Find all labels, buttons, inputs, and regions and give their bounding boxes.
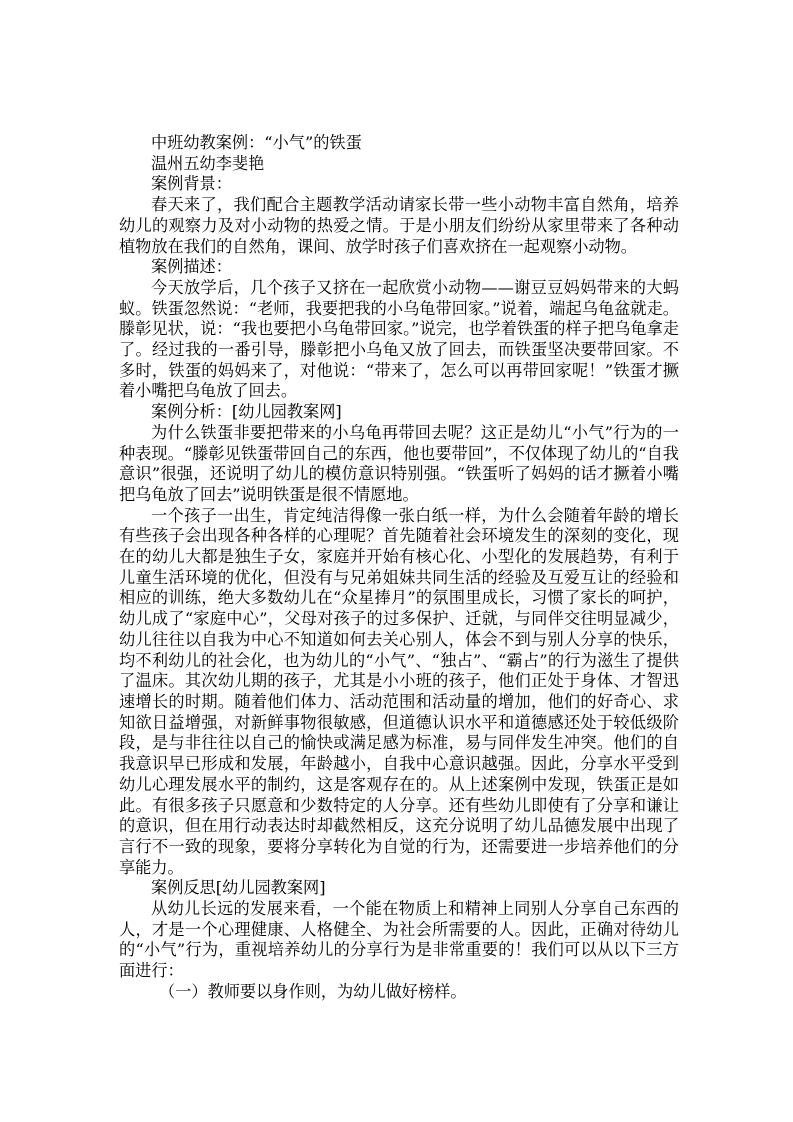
analysis-paragraph-1: 为什么铁蛋非要把带来的小乌龟再带回去呢？这正是幼儿“小气”行为的一种表现。“滕彰见铁蛋带回自己的东西，他也要带回”，不仅体现了幼儿的“自我意识”很强，还说明了幼儿的模仿意识特别强。“铁蛋听了妈妈的话才撅着小嘴把乌龟放了回去”说明铁蛋是很不情愿地。 bbox=[119, 422, 679, 504]
description-paragraph: 今天放学后，几个孩子又挤在一起欣赏小动物——谢豆豆妈妈带来的大蚂蚁。铁蛋忽然说：“老师，我要把我的小乌龟带回家。”说着，端起乌龟盆就走。滕彰见状，说：“我也要把小乌龟带回家。”说完，也学着铁蛋的样子把乌龟拿走了。经过我的一番引导，滕彰把小乌龟又放了回去，而铁蛋坚决要带回家。不多时，铁蛋的妈妈来了，对他说：“带来了，怎么可以再带回家呢！”铁蛋才撅着小嘴把乌龟放了回去。 bbox=[119, 277, 679, 401]
document-body bbox=[119, 133, 679, 1003]
reflection-paragraph: 从幼儿长远的发展来看，一个能在物质上和精神上同别人分享自己东西的人，才是一个心理健康、人格健全、为社会所需要的人。因此，正确对待幼儿的“小气”行为，重视培养幼儿的分享行为是非常重要的！我们可以从以下三方面进行： bbox=[119, 899, 679, 981]
background-heading: 案例背景： bbox=[151, 174, 232, 194]
analysis-heading: 案例分析：[幼儿园教案网] bbox=[151, 402, 342, 422]
point-1: （一）教师要以身作则，为幼儿做好榜样。 bbox=[159, 981, 467, 1001]
document-title: 中班幼教案例：“小气”的铁蛋 bbox=[151, 133, 362, 152]
background-paragraph: 春天来了，我们配合主题教学活动请家长带一些小动物丰富自然角，培养幼儿的观察力及对小动物的热爱之情。于是小朋友们纷纷从家里带来了各种动植物放在我们的自然角，课间、放学时孩子们喜欢挤在一起观察小动物。 bbox=[119, 195, 679, 256]
analysis-paragraph-2: 一个孩子一出生，肯定纯洁得像一张白纸一样，为什么会随着年龄的增长有些孩子会出现各种各样的心理呢？首先随着社会环境发生的深刻的变化，现在的幼儿大都是独生子女，家庭并开始有核心化、小型化的发展趋势，有利于儿童生活环境的优化，但没有与兄弟姐妹共同生活的经验及互爱互让的经验和相应的训练，绝大多数幼儿在“众星捧月”的氛围里成长，习惯了家长的呵护，幼儿成了“家庭中心”，父母对孩子的过多保护、迁就，与同伴交往明显减少，幼儿往往以自我为中心不知道如何去关心别人，体会不到与别人分享的快乐，均不利幼儿的社会化，也为幼儿的“小气”、“独占”、“霸占”的行为滋生了提供了温床。其次幼儿期的孩子，尤其是小小班的孩子，他们正处于身体、才智迅速增长的时期。随着他们体力、活动范围和活动量的增加，他们的好奇心、求知欲日益增强，对新鲜事物很敏感，但道德认识水平和道德感还处于较低级阶段，是与非往往以自己的愉快或满足感为标准，易与同伴发生冲突。他们的自我意识早已形成和发展，年龄越小，自我中心意识越强。因此，分享水平受到幼儿心理发展水平的制约，这是客观存在的。从上述案例中发现，铁蛋正是如此。有很多孩子只愿意和少数特定的人分享。还有些幼儿即使有了分享和谦让的意识，但在用行动表达时却截然相反，这充分说明了幼儿品德发展中出现了言行不一致的现象，要将分享转化为自觉的行为，还需要进一步培养他们的分享能力。 bbox=[119, 505, 679, 877]
description-heading: 案例描述： bbox=[151, 257, 232, 277]
reflection-heading: 案例反思[幼儿园教案网] bbox=[151, 878, 326, 898]
author-line: 温州五幼李斐艳 bbox=[151, 153, 265, 173]
